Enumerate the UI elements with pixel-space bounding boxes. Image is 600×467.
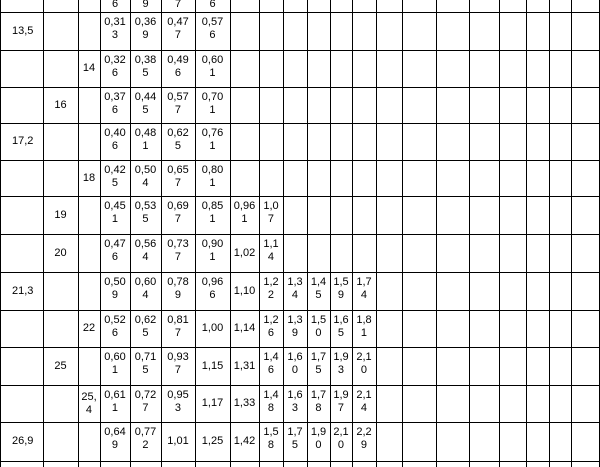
value-cell [307, 12, 330, 50]
value-cell [307, 160, 330, 196]
value-cell: 1,14 [233, 322, 256, 334]
value-cell [307, 87, 330, 123]
value-cell: 0,76 1 [201, 127, 224, 152]
value-cell: 1,4 6 [263, 351, 279, 376]
diameter-col1-cell: 17,2 [12, 135, 34, 147]
value-cell [330, 50, 352, 87]
value-cell: 2,1 0 [356, 351, 372, 376]
value-cell [230, 50, 259, 87]
value-cell: 1,01 [167, 435, 189, 447]
value-cell [259, 123, 283, 160]
diameter-col3-cell [78, 234, 100, 272]
value-cell: 1,3 9 [287, 314, 303, 339]
diameter-col2-cell [43, 422, 78, 461]
value-cell: 0,81 7 [167, 314, 189, 339]
diameter-col2-cell: 16 [54, 98, 67, 111]
value-cell: 0,60 1 [104, 351, 126, 376]
value-cell: 1,5 9 [333, 276, 349, 301]
value-cell: 0,85 1 [201, 200, 224, 225]
value-cell: 0,32 6 [104, 54, 126, 79]
value-cell: 0,95 3 [167, 389, 189, 414]
value-cell: 0,69 7 [167, 200, 189, 225]
value-cell: 0,38 5 [134, 54, 157, 79]
value-cell: 0,57 7 [167, 91, 189, 116]
value-cell: 2,1 4 [356, 389, 372, 414]
diameter-col2-cell [43, 385, 78, 422]
value-cell [307, 123, 330, 160]
diameter-col3-cell [78, 12, 100, 50]
value-cell: 0,44 5 [134, 91, 157, 116]
value-cell: 1,6 5 [333, 314, 349, 339]
value-cell: 1,7 5 [287, 426, 303, 451]
partial-value-cell: 6 [209, 0, 216, 10]
diameter-col3-cell [78, 87, 100, 123]
diameter-col3-cell [78, 123, 100, 160]
value-cell: 0,37 6 [104, 91, 126, 116]
value-cell: 0,96 1 [233, 200, 256, 225]
diameter-col3-cell: 14 [82, 62, 96, 74]
value-cell: 1,1 4 [263, 238, 279, 263]
value-cell [352, 87, 376, 123]
diameter-col1-cell [0, 385, 43, 422]
value-cell [352, 50, 376, 87]
value-cell: 0,72 7 [134, 389, 157, 414]
value-cell: 1,2 6 [263, 314, 279, 339]
value-cell: 1,10 [233, 284, 256, 297]
diameter-col3-cell [78, 347, 100, 385]
diameter-col1-cell [0, 87, 43, 123]
diameter-col1-cell: 21,3 [12, 284, 34, 297]
value-cell: 1,17 [201, 397, 224, 409]
diameter-col2-cell [43, 12, 78, 50]
value-cell: 0,90 1 [201, 238, 224, 263]
value-cell: 0,73 7 [167, 238, 189, 263]
value-cell: 1,6 3 [287, 389, 303, 414]
value-cell [230, 87, 259, 123]
diameter-col2-cell [43, 272, 78, 310]
diameter-col1-cell [0, 234, 43, 272]
value-cell [283, 123, 307, 160]
diameter-col1-cell: 26,9 [12, 435, 34, 447]
value-cell: 0,65 7 [167, 164, 189, 189]
value-cell: 1,15 [201, 359, 224, 372]
value-cell [352, 160, 376, 196]
value-cell: 1,02 [233, 246, 256, 259]
diameter-col1-cell [0, 347, 43, 385]
diameter-col2-cell: 25 [54, 359, 67, 372]
diameter-col1-cell [0, 196, 43, 234]
diameter-col3-cell: 18 [82, 171, 96, 184]
partial-value-cell: 7 [174, 0, 182, 10]
value-cell: 1,2 2 [263, 276, 279, 301]
value-cell: 0,48 1 [134, 127, 157, 152]
value-cell: 0,80 1 [201, 164, 224, 189]
value-cell: 1,00 [201, 322, 224, 334]
diameter-col1-cell [0, 310, 43, 347]
value-cell: 0,64 9 [104, 426, 126, 451]
value-cell: 2,2 9 [356, 426, 372, 451]
value-cell: 0,31 3 [104, 16, 126, 41]
value-cell: 0,93 7 [167, 351, 189, 376]
value-cell: 0,50 4 [134, 164, 157, 189]
partial-value-cell: 9 [142, 0, 149, 10]
value-cell: 1,0 7 [263, 200, 279, 225]
value-cell: 0,60 1 [201, 54, 224, 79]
value-cell: 0,60 4 [134, 276, 157, 301]
value-cell: 0,40 6 [104, 127, 126, 152]
value-cell: 0,47 6 [104, 238, 126, 263]
value-cell [283, 12, 307, 50]
value-cell [283, 196, 307, 234]
value-cell: 0,71 5 [134, 351, 157, 376]
value-cell: 0,77 2 [134, 426, 157, 451]
value-cell: 0,96 6 [201, 276, 224, 301]
value-cell: 1,33 [233, 397, 256, 409]
value-cell: 1,9 0 [310, 426, 327, 451]
grid-hline [0, 461, 600, 462]
value-cell: 0,47 7 [167, 16, 189, 41]
diameter-col2-cell [43, 50, 78, 87]
value-cell [259, 12, 283, 50]
value-cell [283, 234, 307, 272]
value-cell [330, 123, 352, 160]
diameter-col3-cell [78, 422, 100, 461]
value-cell [330, 234, 352, 272]
value-cell: 1,8 1 [356, 314, 372, 339]
value-cell [307, 196, 330, 234]
partial-value-cell: 6 [111, 0, 119, 10]
value-cell: 1,7 8 [310, 389, 327, 414]
value-cell: 1,6 0 [287, 351, 303, 376]
diameter-col3-cell [78, 196, 100, 234]
value-cell [230, 160, 259, 196]
value-cell: 0,56 4 [134, 238, 157, 263]
value-cell: 1,4 5 [310, 276, 327, 301]
value-cell: 1,5 0 [310, 314, 327, 339]
diameter-col3-cell: 25, 4 [81, 390, 97, 416]
value-cell: 1,9 7 [333, 389, 349, 414]
value-cell: 0,49 6 [167, 54, 189, 79]
value-cell: 0,62 5 [167, 127, 189, 152]
value-cell [259, 160, 283, 196]
value-cell [352, 123, 376, 160]
value-cell: 0,61 1 [104, 389, 126, 414]
value-cell: 1,7 5 [310, 351, 327, 376]
value-cell [230, 123, 259, 160]
diameter-col2-cell: 20 [54, 246, 67, 259]
diameter-col2-cell [43, 310, 78, 347]
value-cell: 0,78 9 [167, 276, 189, 301]
diameter-col3-cell [78, 272, 100, 310]
value-cell [283, 160, 307, 196]
value-cell [230, 12, 259, 50]
value-cell: 1,31 [233, 359, 256, 372]
diameter-col2-cell: 19 [54, 208, 67, 221]
diameter-col1-cell [0, 160, 43, 196]
value-cell: 0,42 5 [104, 164, 126, 189]
diameter-col2-cell [43, 123, 78, 160]
value-cell: 1,5 8 [263, 426, 279, 451]
value-cell [307, 50, 330, 87]
diameter-col2-cell [43, 160, 78, 196]
value-cell: 1,25 [201, 435, 224, 447]
value-cell [330, 87, 352, 123]
value-cell: 0,45 1 [104, 200, 126, 225]
value-cell [283, 50, 307, 87]
value-cell [259, 50, 283, 87]
diameter-col3-cell: 22 [82, 322, 96, 334]
value-cell: 0,57 6 [201, 16, 224, 41]
diameter-col1-cell: 13,5 [12, 24, 34, 37]
value-cell: 1,42 [233, 435, 256, 447]
value-cell: 1,9 3 [333, 351, 349, 376]
value-cell: 0,70 1 [201, 91, 224, 116]
value-cell: 1,4 8 [263, 389, 279, 414]
value-cell [283, 87, 307, 123]
diameter-col1-cell [0, 50, 43, 87]
value-cell: 0,52 6 [104, 314, 126, 339]
value-cell: 0,36 9 [134, 16, 157, 41]
value-cell [307, 234, 330, 272]
value-cell: 1,7 4 [356, 276, 372, 301]
value-cell: 0,50 9 [104, 276, 126, 301]
value-cell [330, 160, 352, 196]
value-cell [352, 234, 376, 272]
value-cell: 1,3 4 [287, 276, 303, 301]
value-cell [259, 87, 283, 123]
value-cell: 2,1 0 [333, 426, 349, 451]
value-cell [330, 12, 352, 50]
value-cell: 0,62 5 [134, 314, 157, 339]
value-cell [330, 196, 352, 234]
value-cell [352, 196, 376, 234]
value-cell: 0,53 5 [134, 200, 157, 225]
value-cell [352, 12, 376, 50]
